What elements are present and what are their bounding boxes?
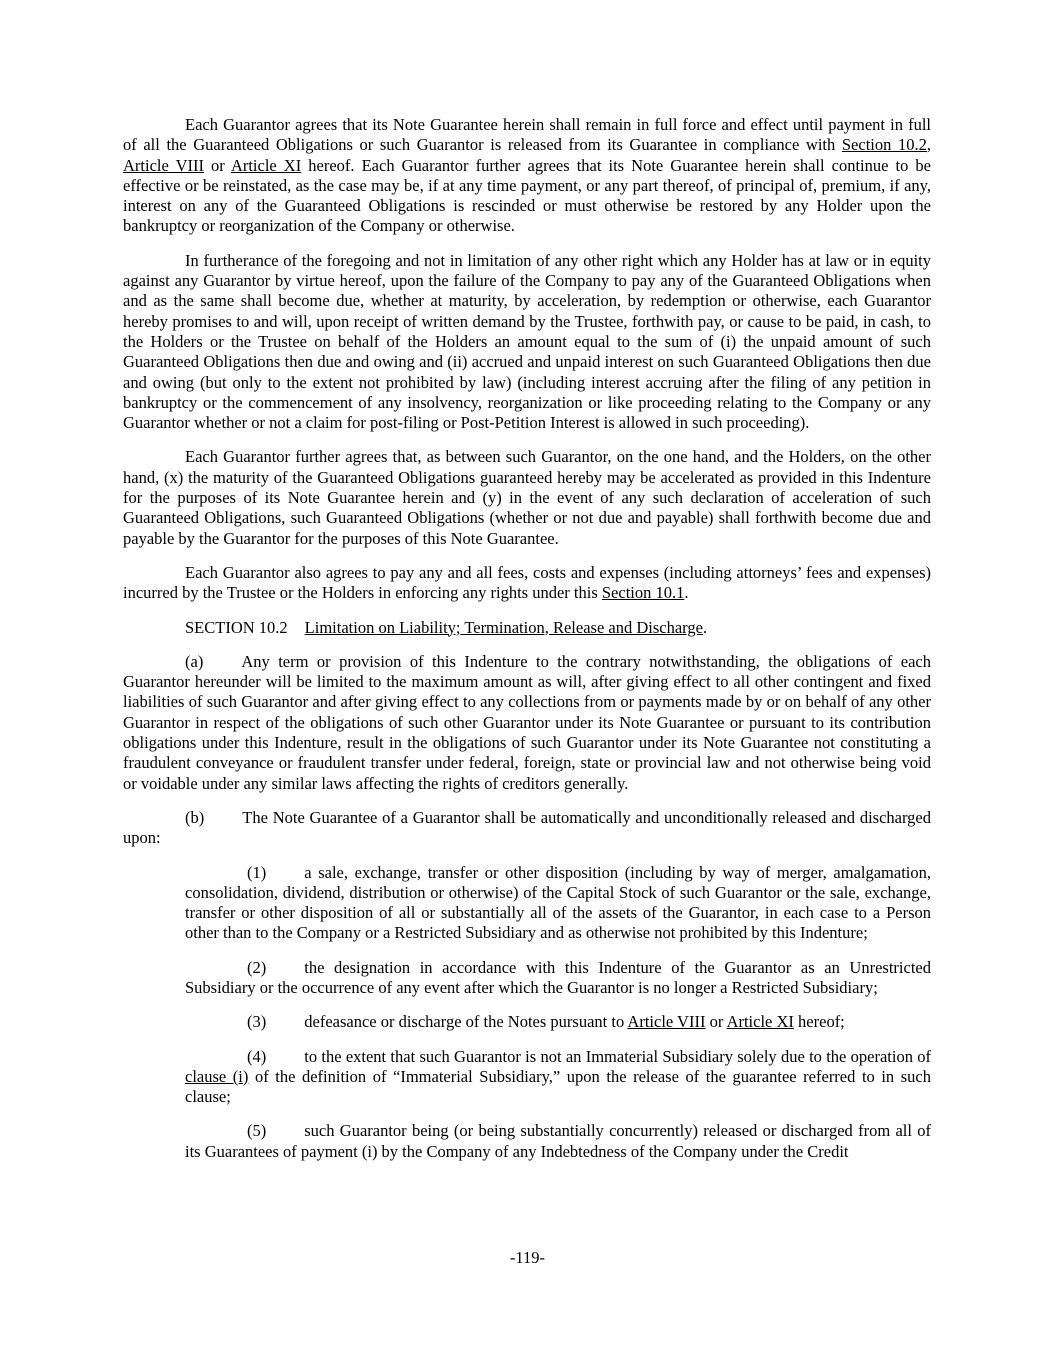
paragraph <box>123 652 931 794</box>
paragraph <box>123 115 931 237</box>
underlined-reference: Limitation on Liability; Termination, Release and Discharge <box>304 617 703 637</box>
text-run: , <box>926 135 931 155</box>
document-body <box>123 115 931 1162</box>
page-number: -119- <box>509 1248 546 1267</box>
text-run: In furtherance of the foregoing and not in limitation of any other right which any Holder has at law or in equity against any Guarantor by virtue hereof, upon the failure of the Company to pay any of the Guaranteed Obligations when and as the same shall become due, whether at maturity, by acceleration, by redemption or otherwise, each Guarantor hereby promises to and will, upon receipt of written demand by the Trustee, forthwith pay, or cause to be paid, in cash, to the Holders or the Trustee on behalf of the Holders an amount equal to the sum of (i) the unpaid amount of such Guaranteed Obligations then due and owing and (ii) accrued and unpaid interest on such Guaranteed Obligations then due and owing (but only to the extent not prohibited by law) (including interest accruing after the filing of any petition in bankruptcy or the commencement of any insolvency, reorganization or like proceeding relating to the Company or any Guarantor whether or not a claim for post-filing or Post-Petition Interest is allowed in such proceeding). <box>123 250 931 433</box>
paragraph-marker: SECTION 10.2 <box>185 617 288 637</box>
text-run: Each Guarantor further agrees that, as between such Guarantor, on the one hand, and the Holders, on the other hand, (x) the maturity of the Guaranteed Obligations guaranteed hereby may be accelerated as provided in this Indenture for the purposes of its Note Guarantee herein and (y) in the event of any such declaration of acceleration of such Guaranteed Obligations, such Guaranteed Obligations (whether or not due and payable) shall forthwith become due and payable by the Guarantor for the purposes of this Note Guarantee. <box>123 447 931 548</box>
text-run: to the extent that such Guarantor is not an Immaterial Subsidiary solely due to the operation of <box>304 1046 931 1066</box>
underlined-reference: Article XI <box>230 155 302 175</box>
list-item <box>185 863 931 944</box>
list-item <box>185 1047 931 1108</box>
text-run: . <box>684 583 689 603</box>
text-run: Each Guarantor also agrees to pay any and all fees, costs and expenses (including attorneys’ fees and expenses) incurred by the Trustee or the Holders in enforcing any rights under this <box>123 562 931 603</box>
paragraph-marker: (b) <box>185 807 205 827</box>
underlined-reference: clause (i) <box>185 1066 249 1086</box>
text-run: the designation in accordance with this Indenture of the Guarantor as an Unrestricted Subsidiary or the occurrence of any event after which the Guarantor is no longer a Restricted Subsidiary; <box>185 957 931 997</box>
text-run: defeasance or discharge of the Notes pursuant to <box>304 1012 628 1032</box>
text-run: . <box>702 617 708 637</box>
text-run: a sale, exchange, transfer or other disposition (including by way of merger, amalgamation, consolidation, dividend, distribution or otherwise) of the Capital Stock of such Guarantor or the sale, exchange, transfer or other disposition of all or substantially all of the assets of the Guarantor, in each case to a Person other than to the Company or a Restricted Subsidiary and as otherwise not prohibited by this Indenture; <box>185 862 931 943</box>
paragraph <box>123 563 931 604</box>
paragraph-marker: (a) <box>185 651 204 671</box>
text-run: Each Guarantor agrees that its Note Guarantee herein shall remain in full force and effect until payment in full of all the Guaranteed Obligations or such Guarantor is released from its Guarantee in compliance with <box>123 115 931 155</box>
underlined-reference: Article VIII <box>123 155 204 175</box>
paragraph <box>123 808 931 849</box>
underlined-reference: Section 10.1 <box>601 583 685 603</box>
text-run: hereof; <box>793 1012 845 1032</box>
text-run: or <box>203 155 231 175</box>
paragraph-marker: (1) <box>247 862 267 882</box>
text-run: hereof. Each Guarantor further agrees that its Note Guarantee herein shall continue to be effective or be reinstated, as the case may be, if at any time payment, or any part thereof, of principal of, premium, if any, interest on any of the Guaranteed Obligations is rescinded or must otherwise be restored by any Holder upon the bankruptcy or reorganization of the Company or otherwise. <box>123 155 931 236</box>
underlined-reference: Article VIII <box>627 1012 706 1032</box>
text-run: or <box>705 1012 727 1032</box>
paragraph-marker: (2) <box>247 957 267 977</box>
underlined-reference: Section 10.2 <box>841 135 927 155</box>
text-run: of the definition of “Immaterial Subsidiary,” upon the release of the guarantee referred to in such clause; <box>185 1066 931 1107</box>
paragraph-marker: (3) <box>247 1012 267 1032</box>
paragraph-marker: (4) <box>247 1046 267 1066</box>
text-run: Any term or provision of this Indenture to the contrary notwithstanding, the obligations of each Guarantor hereunder will be limited to the maximum amount as will, after giving effect to all other contingent and fixed liabilities of such Guarantor and after giving effect to any collections from or payments made by or on behalf of any other Guarantor in respect of the obligations of such other Guarantor under its Note Guarantee or pursuant to its contribution obligations under this Indenture, result in the obligations of such Guarantor under its Note Guarantee not constituting a fraudulent conveyance or fraudulent transfer under federal, foreign, state or provincial law and not otherwise being void or voidable under any similar laws affecting the rights of creditors generally. <box>123 651 931 793</box>
list-item <box>185 1012 931 1032</box>
paragraph-marker: (5) <box>247 1121 267 1141</box>
text-run: The Note Guarantee of a Guarantor shall be automatically and unconditionally released and discharged upon: <box>123 807 931 848</box>
text-run: such Guarantor being (or being substantially concurrently) released or discharged from all of its Guarantees of payment (i) by the Company of any Indebtedness of the Company under the Credit <box>185 1121 931 1161</box>
underlined-reference: Article XI <box>726 1012 794 1032</box>
paragraph <box>123 447 931 548</box>
list-item <box>185 958 931 999</box>
section-heading <box>123 618 931 638</box>
list-item <box>185 1121 931 1162</box>
paragraph <box>123 251 931 434</box>
